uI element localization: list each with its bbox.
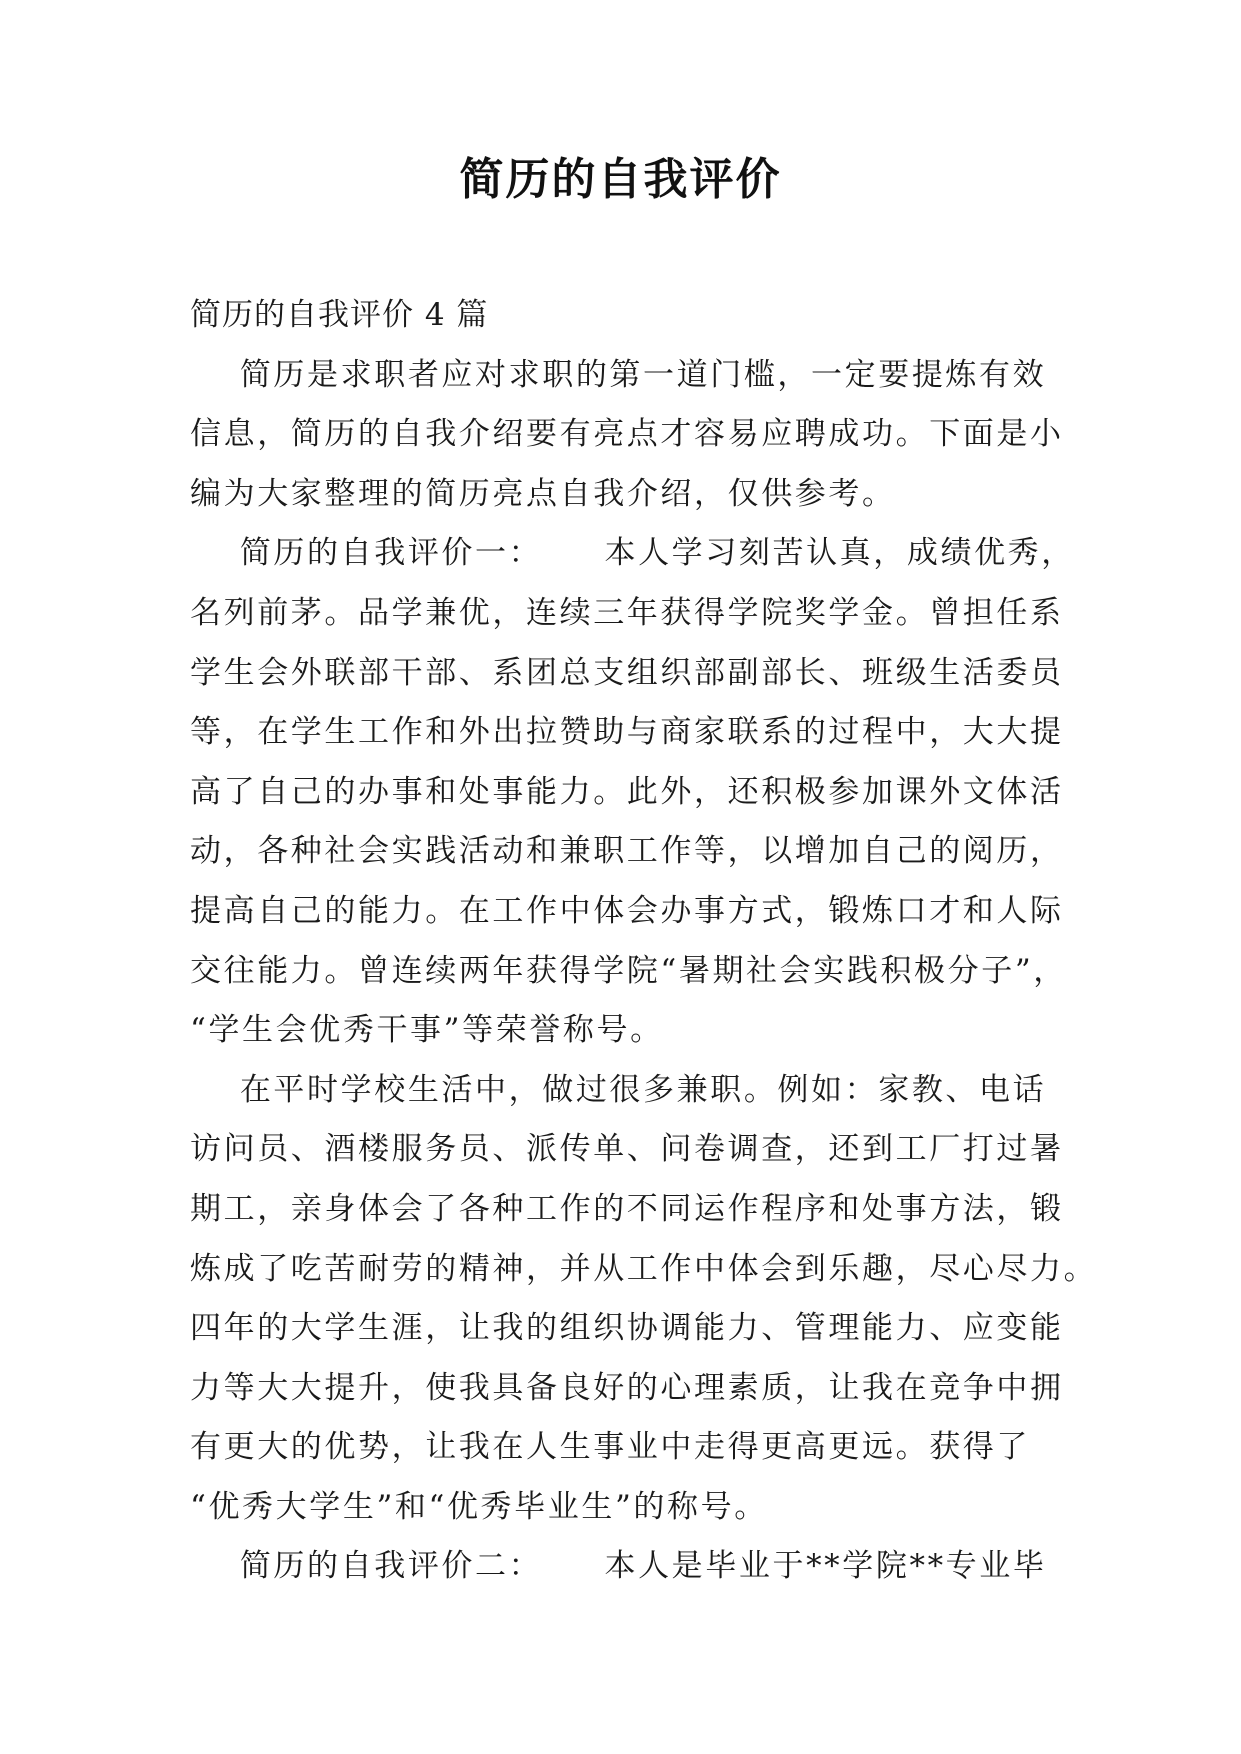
body-line: 提高自己的能力。在工作中体会办事方式，锻炼口才和人际	[190, 892, 1064, 929]
document-body	[190, 286, 1098, 1597]
body-line: 炼成了吃苦耐劳的精神，并从工作中体会到乐趣，尽心尽力。	[190, 1250, 1098, 1287]
body-line: 在平时学校生活中，做过很多兼职。例如：家教、电话	[190, 1071, 1047, 1108]
body-line: 动，各种社会实践活动和兼职工作等，以增加自己的阅历，	[190, 833, 1064, 870]
document-title: 简历的自我评价	[459, 154, 782, 205]
body-line: 高了自己的办事和处事能力。此外，还积极参加课外文体活	[190, 773, 1064, 810]
body-line: 访问员、酒楼服务员、派传单、问卷调查，还到工厂打过暑	[190, 1131, 1064, 1168]
body-line: 信息，简历的自我介绍要有亮点才容易应聘成功。下面是小	[190, 416, 1064, 453]
body-line: 期工，亲身体会了各种工作的不同运作程序和处事方法，锻	[190, 1190, 1064, 1227]
body-line: 学生会外联部干部、系团总支组织部副部长、班级生活委员	[190, 654, 1064, 691]
body-line: 交往能力。曾连续两年获得学院“暑期社会实践积极分子”，	[190, 952, 1067, 989]
body-line: 简历的自我评价一： 本人学习刻苦认真，成绩优秀，	[190, 535, 1075, 572]
body-line: “学生会优秀干事”等荣誉称号。	[190, 1012, 664, 1049]
body-line: 编为大家整理的简历亮点自我介绍，仅供参考。	[190, 475, 896, 512]
body-line: 简历的自我评价二： 本人是毕业于**学院**专业毕	[190, 1548, 1047, 1585]
body-line: 名列前茅。品学兼优，连续三年获得学院奖学金。曾担任系	[190, 594, 1064, 631]
body-line: 力等大大提升，使我具备良好的心理素质，让我在竞争中拥	[190, 1369, 1064, 1406]
body-line: “优秀大学生”和“优秀毕业生”的称号。	[190, 1488, 768, 1525]
body-line: 简历是求职者应对求职的第一道门槛，一定要提炼有效	[190, 356, 1047, 393]
body-line: 等，在学生工作和外出拉赞助与商家联系的过程中，大大提	[190, 714, 1064, 751]
body-line: 四年的大学生涯，让我的组织协调能力、管理能力、应变能	[190, 1310, 1064, 1347]
document-subtitle: 简历的自我评价 4 篇	[190, 297, 489, 333]
body-line: 有更大的优势，让我在人生事业中走得更高更远。获得了	[190, 1429, 1030, 1466]
